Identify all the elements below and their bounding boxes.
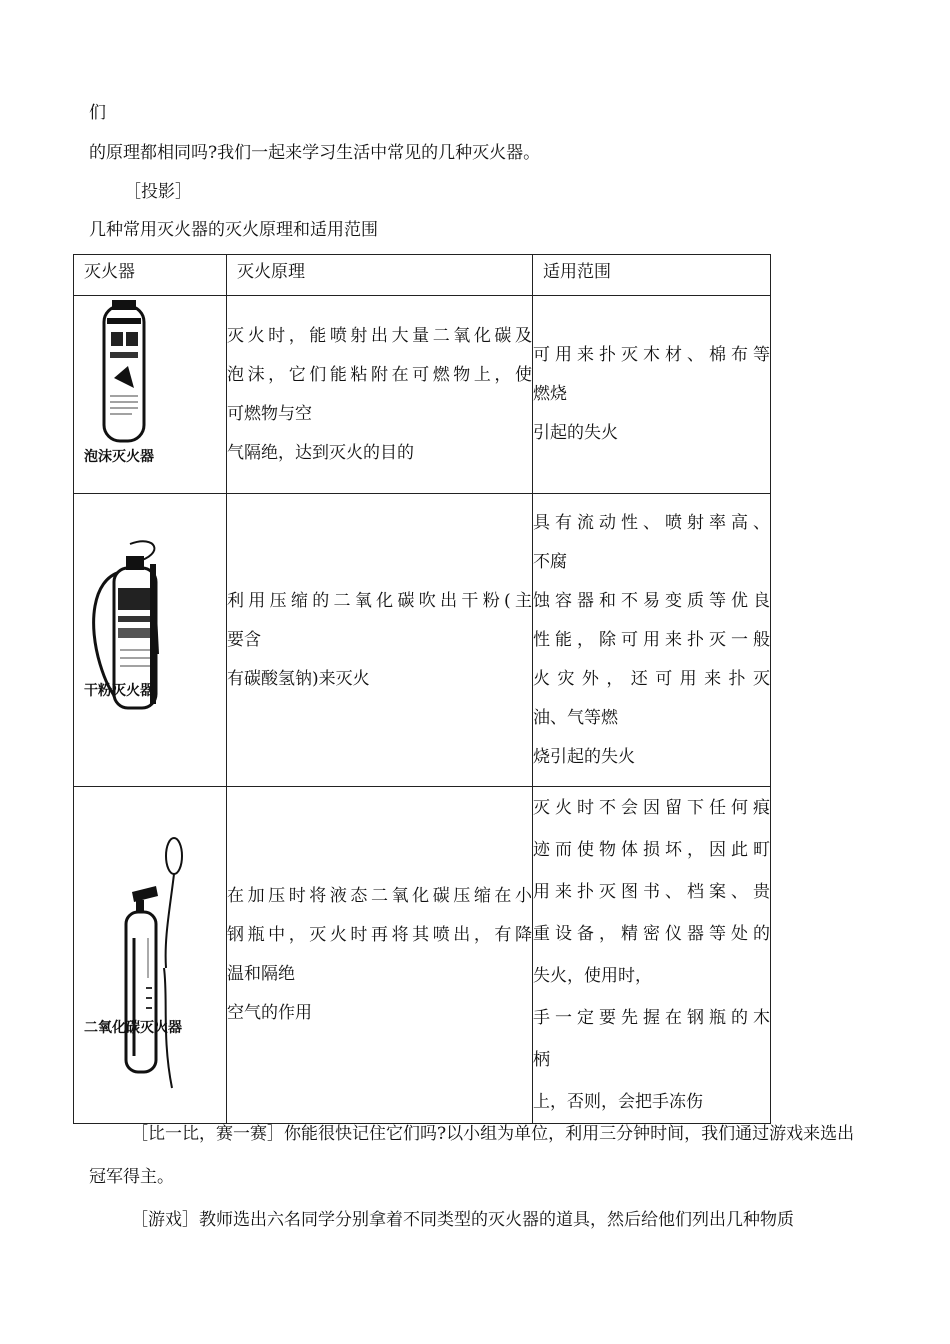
range-line: 不腐 (533, 551, 567, 572)
principle-line: 温和隔绝 (227, 964, 295, 984)
range-line: 用来扑灭图书、档案、贵 (533, 882, 770, 902)
range-line: 性能，除可用来扑灭一般 (533, 629, 770, 650)
co2-range-cell (533, 787, 771, 1124)
intro-line-2: 的原理都相同吗?我们一起来学习生活中常见的几种灭火器。 (89, 143, 541, 163)
principle-line: 要含 (227, 629, 261, 650)
principle-line: 利用压缩的二氧化碳吹出干粉(主 (227, 590, 532, 611)
header-cell-range: 适用范围 (533, 255, 771, 296)
range-line: 蚀容器和不易变质等优良 (533, 590, 770, 611)
header-cell-principle: 灭火原理 (227, 255, 533, 296)
principle-line: 钢瓶中，灭火时再将其喷出，有降 (227, 925, 532, 945)
table-row (74, 787, 771, 1124)
compete-paragraph: ［比一比，赛一赛］你能很快记住它们吗?以小组为单位，利用三分钟时间，我们通过游戏来选出冠军得主。 (89, 1124, 855, 1187)
table-title: 几种常用灭火器的灭火原理和适用范围 (89, 220, 378, 240)
powder-range-cell (533, 494, 771, 787)
foam-principle-cell (227, 296, 533, 494)
range-line: 油、气等燃 (533, 707, 618, 728)
foam-extinguisher-caption: 泡沫灭火器 (84, 449, 154, 465)
foam-range-cell (533, 296, 771, 494)
powder-extinguisher-caption: 干粉灭火器 (84, 683, 154, 699)
range-line: 具有流动性、喷射率高、 (533, 512, 770, 533)
principle-line: 气隔绝，达到灭火的目的 (227, 442, 414, 463)
table-row (74, 494, 771, 787)
projection-label: ［投影］ (124, 182, 192, 202)
extinguisher-table (73, 254, 771, 1124)
range-line: 失火，使用时， (533, 966, 652, 986)
co2-extinguisher-image-cell (74, 787, 227, 1124)
principle-line: 有碳酸氢钠)来灭火 (227, 668, 370, 689)
range-line: 烧引起的失火 (533, 746, 635, 767)
powder-extinguisher-illustration (74, 494, 226, 786)
range-line: 引起的失火 (533, 423, 618, 443)
game-paragraph: ［游戏］教师选出六名同学分别拿着不同类型的灭火器的道具，然后给他们列出几种物质 (131, 1210, 794, 1230)
range-line: 重设备，精密仪器等处的 (533, 924, 770, 944)
intro-line-1: 们 (89, 103, 106, 123)
foam-extinguisher-image-cell (74, 296, 227, 494)
principle-line: 空气的作用 (227, 1003, 312, 1023)
principle-line: 在加压时将液态二氧化碳压缩在小 (227, 886, 532, 906)
table-header-row (74, 255, 771, 296)
range-line: 灭火时不会因留下任何痕 (533, 798, 770, 818)
co2-extinguisher-caption: 二氧化碳灭火器 (84, 1020, 182, 1036)
principle-line: 可燃物与空 (227, 403, 312, 424)
co2-extinguisher-illustration (74, 788, 226, 1122)
range-line: 手一定要先握在钢瓶的木 (533, 1008, 770, 1028)
header-cell-extinguisher: 灭火器 (74, 255, 227, 296)
powder-principle-cell (227, 494, 533, 787)
range-line: 上，否则，会把手冻伤 (533, 1092, 703, 1112)
range-line: 柄 (533, 1050, 550, 1070)
range-line: 可用来扑灭木材、棉布等 (533, 345, 770, 365)
principle-line: 灭火时，能喷射出大量二氧化碳及 (227, 325, 532, 346)
co2-principle-cell (227, 787, 533, 1124)
powder-extinguisher-image-cell (74, 494, 227, 787)
range-line: 迹而使物体损坏，因此町 (533, 840, 770, 860)
principle-line: 泡沫，它们能粘附在可燃物上，使 (227, 364, 532, 385)
table-row (74, 296, 771, 494)
range-line: 燃烧 (533, 384, 567, 404)
range-line: 火灾外，还可用来扑灭 (533, 668, 770, 689)
